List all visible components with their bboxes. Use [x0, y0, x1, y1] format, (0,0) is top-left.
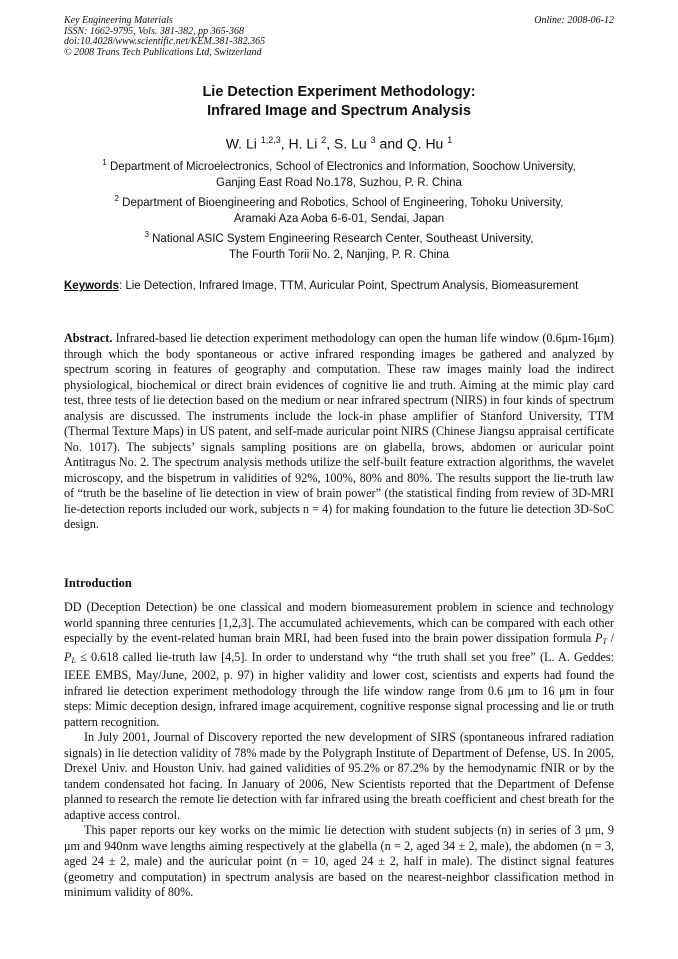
affiliation-3-line-1: National ASIC System Engineering Research Center, Southeast University,	[152, 232, 534, 245]
intro-paragraph-1: DD (Deception Detection) be one classical and modern biomeasurement problem in science and technology world spanning three centuries [1,2,3]. The accumulated achievements, which can be compared with each other especially by the event-related human brain MRI, had been fused into the brain power dissipation formula $P_T / P_L \le 0.618$ called lie-truth law [4,5]. In order to understand why “the truth shall set you free” (L. A. Geddes: IEEE EMBS, May/June, 2002, p. 97) in higher validity and lower cost, scientists and experts had found the infrared lie detection experiment methodology through the life window range from 0.6 μm to 16 μm in four steps: Mimic deception design, infrared image acquirement, cognitive response signal processing and lie or truth pattern recognition.	[64, 600, 614, 729]
journal-header	[64, 16, 614, 58]
online-date: Online: 2008-06-12	[534, 15, 614, 26]
author-4-affil: 1	[447, 135, 453, 145]
author-1: W. Li	[225, 135, 257, 152]
abstract	[64, 331, 614, 533]
author-2-affil: 2	[321, 135, 327, 145]
affiliation-3-num: 3	[144, 230, 149, 239]
author-list: W. Li $^{1,2,3}$, H. Li $^2$, S. Lu $^3$ and Q. Hu $^1$	[225, 135, 453, 152]
title-line-1: Lie Detection Experiment Methodology:	[202, 84, 476, 100]
author-1-affil: 1,2,3	[260, 135, 281, 145]
affiliation-1	[64, 155, 614, 191]
affiliation-1-line-1: Department of Microelectronics, School of Electronics and Information, Soochow University,	[109, 160, 576, 173]
copyright-line: © 2008 Trans Tech Publications Ltd, Switzerland	[64, 46, 262, 58]
abstract-text: Infrared-based lie detection experiment methodology can open the human life window (0.6μm-16μm) through which the body spontaneous or active infrared responding images be gathered and analyzed by spectrum scoring in features of geography and computation. These raw images mainly load the indirect physiological, biochemical or direct brain evidences of cognitive lie and truth. Aiming at the mimic play card test, three tests of lie detection based on the medium or near infrared spectrum (NIRS) in four kinds of spectrum analysis are discussed. The instruments include the lock-in phase amplifier of Stanford University, TTM (Thermal Texture Maps) in US patent, and self-made auricular point NIRS (Chinese Jiangsu appraisal certificate No. 1017). The subjects’ signals sampling positions are on glabella, brows, abdomen or auricular point Antitragus No. 2. The spectrum analysis methods utilize the self-built feature extraction algorithms, the wavelet microscopy, and the bispetrum in validities of 92%, 100%, 80% and 80%. The results support the lie-truth law of “truth be the baseline of lie detection in view of brain power” (the statistical finding from review of 3D-MRI lie-detection reports included our work, subjects n = 4) for making foundation to the future lie detection 3D-SoC design.	[64, 331, 614, 531]
author-2: H. Li	[288, 135, 318, 152]
keywords	[64, 280, 614, 293]
affiliation-2-line-1: Department of Bioengineering and Robotics, School of Engineering, Tohoku University,	[122, 196, 564, 209]
paper-title	[64, 83, 614, 121]
keywords-label: Keywords	[64, 280, 119, 292]
abstract-label: Abstract.	[64, 331, 113, 345]
affiliation-1-line-2: Ganjing East Road No.178, Suzhou, P. R. China	[216, 176, 462, 189]
formula-pl: $P_L$	[64, 649, 76, 665]
title-line-2: Infrared Image and Spectrum Analysis	[207, 103, 471, 119]
author-3: S. Lu	[334, 135, 367, 152]
keywords-text: : Lie Detection, Infrared Image, TTM, Auricular Point, Spectrum Analysis, Biomeasurement	[118, 280, 579, 292]
affiliation-1-num: 1	[102, 158, 107, 167]
formula-pt: $P_T$	[594, 631, 607, 646]
introduction-heading: Introduction	[64, 576, 132, 590]
intro-paragraph-3: This paper reports our key works on the mimic lie detection with student subjects (n) in series of 3 μm, 9 μm and 940nm wave lengths aiming respectively at the glabella (n = 2, aged 34 ± 2, male), the abdomen (n = 3, aged 24 ± 2, male) and the auricular point (n = 10, aged 24 ± 2, half in male). The distinct signal features (geometry and computation) in spectrum analysis are based on the nearest-neighbor classification method in minimum validity of 80%.	[64, 823, 614, 899]
author-3-affil: 3	[370, 135, 376, 145]
intro-paragraph-2: In July 2001, Journal of Discovery reported the new development of SIRS (spontaneous infrared radiation signals) in lie detection validity of 78% made by the Polygraph Institute of Department of Defense, US. In 2005, Drexel Univ. and Houston Univ. had gained validities of 95.2% or 87.2% by the hemodynamic fNIR or by the tandem condensated hot facing. In January of 2006, New Scientists reported that the Department of Defense planned to research the remote lie detection with far infrared using the breath coefficient and chest breath for the adaptive access control.	[64, 730, 614, 822]
author-and: and	[379, 135, 403, 152]
affiliation-3-line-2: The Fourth Torii No. 2, Nanjing, P. R. China	[228, 248, 450, 261]
affiliation-3	[64, 227, 614, 263]
introduction-body	[64, 600, 614, 901]
doi-line[interactable]: doi:10.4028/www.scientific.net/KEM.381-382.365	[64, 36, 266, 47]
affiliation-2-num: 2	[114, 194, 119, 203]
issn-line: ISSN: 1662-9795, Vols. 381-382, pp 365-368	[64, 25, 244, 37]
journal-name: Key Engineering Materials	[64, 15, 173, 26]
affiliation-2-line-2: Aramaki Aza Aoba 6-6-01, Sendai, Japan	[233, 212, 445, 225]
affiliation-2	[64, 191, 614, 227]
author-4: Q. Hu	[406, 135, 444, 152]
